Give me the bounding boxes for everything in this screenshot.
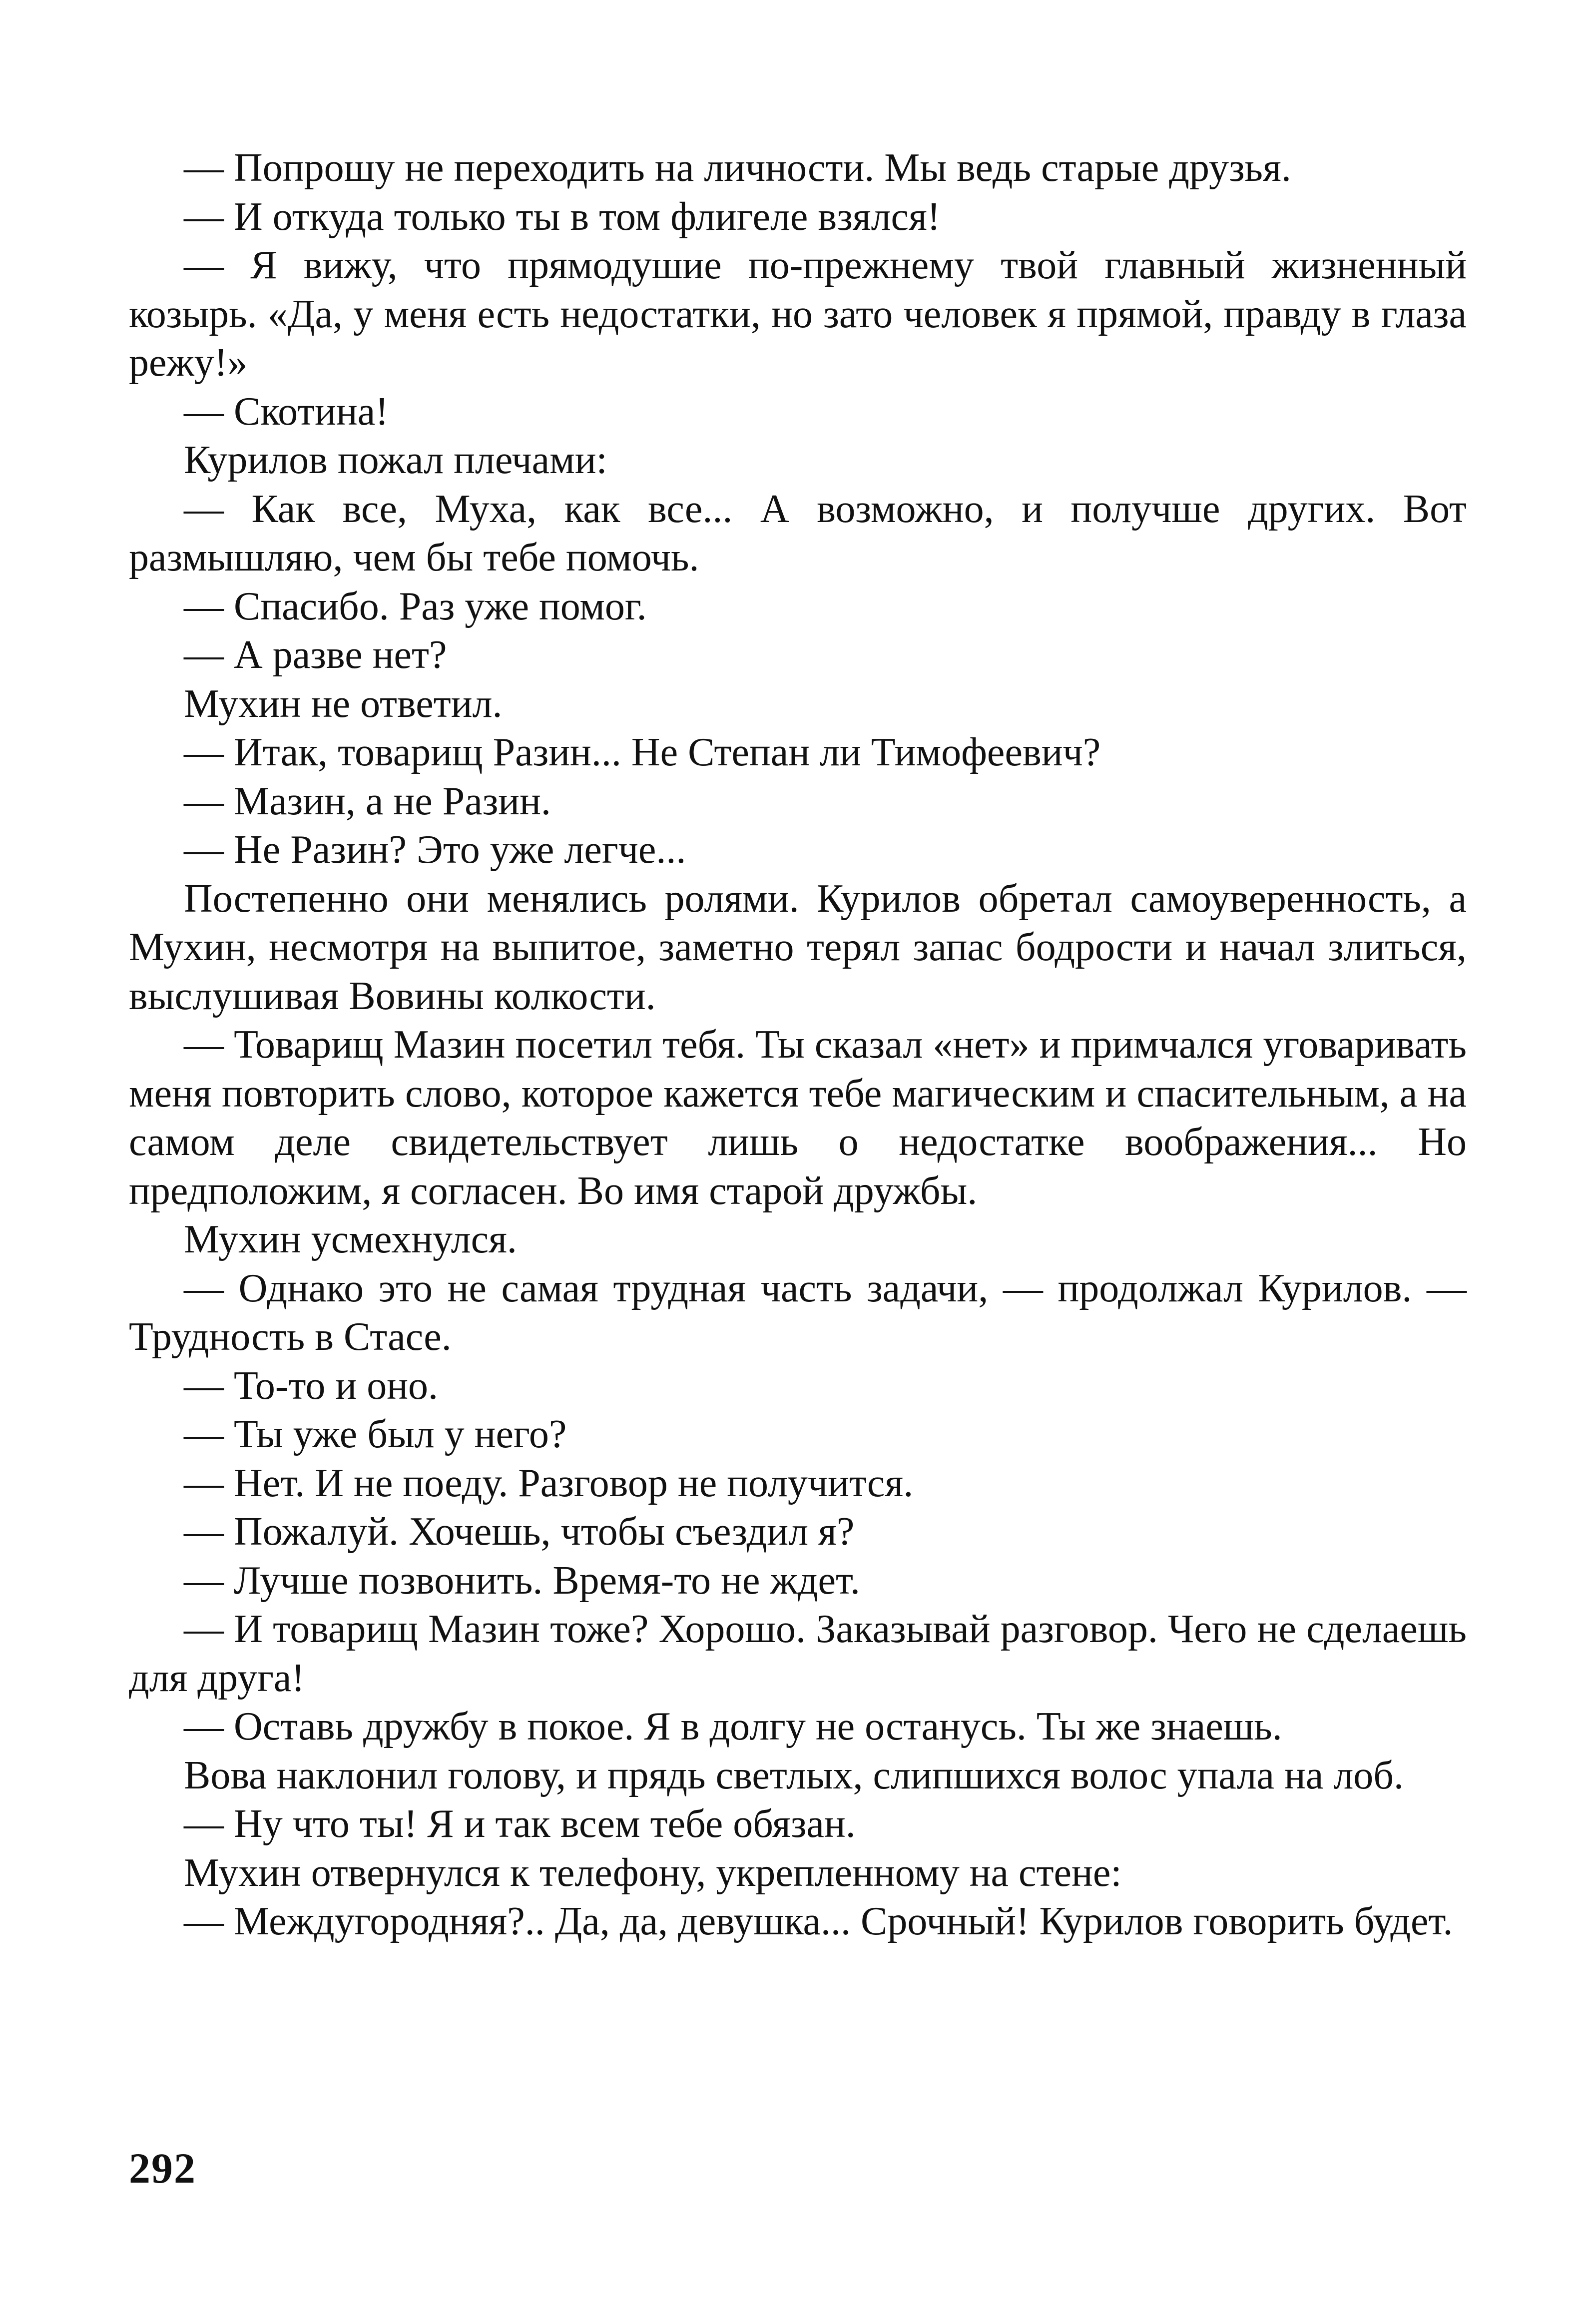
paragraph: — Однако это не самая трудная часть задачи, — продолжал Курилов. — Трудность в Стасе. <box>129 1266 1467 1359</box>
paragraph: Постепенно они менялись ролями. Курилов обретал самоуверенность, а Мухин, несмотря на выпитое, заметно терял запас бодрости и начал злиться, выслушивая Вовины колкости. <box>129 876 1467 1018</box>
paragraph: Курилов пожал плечами: <box>184 438 607 482</box>
paragraph: — Оставь дружбу в покое. Я в долгу не останусь. Ты же знаешь. <box>184 1705 1282 1748</box>
paragraph: — Не Разин? Это уже легче... <box>184 828 686 872</box>
paragraph: — Лучше позвонить. Время-то не ждет. <box>184 1558 860 1603</box>
page-number: 292 <box>129 2144 196 2192</box>
page-body-text <box>129 144 1467 1946</box>
paragraph: — Скотина! <box>184 389 389 434</box>
paragraph: — Нет. И не поеду. Разговор не получится. <box>184 1461 914 1505</box>
paragraph: Мухин усмехнулся. <box>184 1217 517 1261</box>
paragraph: — Товарищ Мазин посетил тебя. Ты сказал «нет» и примчался уговаривать меня повторить слово, которое кажется тебе магическим и спасительным, а на самом деле свидетельствует лишь о недостатке воображения... Но предположим, я согласен. Во имя старой дружбы. <box>129 1023 1467 1213</box>
paragraph: — Междугородняя?.. Да, да, девушка... Срочный! Курилов говорить будет. <box>184 1899 1453 1943</box>
paragraph: — Пожалуй. Хочешь, чтобы съездил я? <box>184 1510 855 1554</box>
paragraph: — То-то и оно. <box>184 1363 439 1408</box>
paragraph: — А разве нет? <box>184 633 447 677</box>
paragraph: — И откуда только ты в том флигеле взялся! <box>184 194 941 239</box>
paragraph: — Как все, Муха, как все... А возможно, и получше других. Вот размышляю, чем бы тебе помочь. <box>129 487 1467 580</box>
paragraph: — Мазин, а не Разин. <box>184 779 551 823</box>
paragraph: — Ты уже был у него? <box>184 1412 567 1456</box>
paragraph: — Спасибо. Раз уже помог. <box>184 584 647 628</box>
paragraph: — Итак, товарищ Разин... Не Степан ли Тимофеевич? <box>184 730 1101 774</box>
paragraph: — Попрошу не переходить на личности. Мы ведь старые друзья. <box>184 146 1291 190</box>
paragraph: — И товарищ Мазин тоже? Хорошо. Заказывай разговор. Чего не сделаешь для друга! <box>129 1607 1467 1700</box>
paragraph: — Я вижу, что прямодушие по-прежнему твой главный жизненный козырь. «Да, у меня есть недостатки, но зато человек я прямой, правду в глаза режу!» <box>129 243 1467 385</box>
paragraph: Мухин отвернулся к телефону, укрепленному на стене: <box>184 1850 1122 1895</box>
paragraph: — Ну что ты! Я и так всем тебе обязан. <box>184 1802 856 1846</box>
paragraph: Мухин не ответил. <box>184 681 503 726</box>
paragraph: Вова наклонил голову, и прядь светлых, слипшихся волос упала на лоб. <box>184 1753 1404 1797</box>
